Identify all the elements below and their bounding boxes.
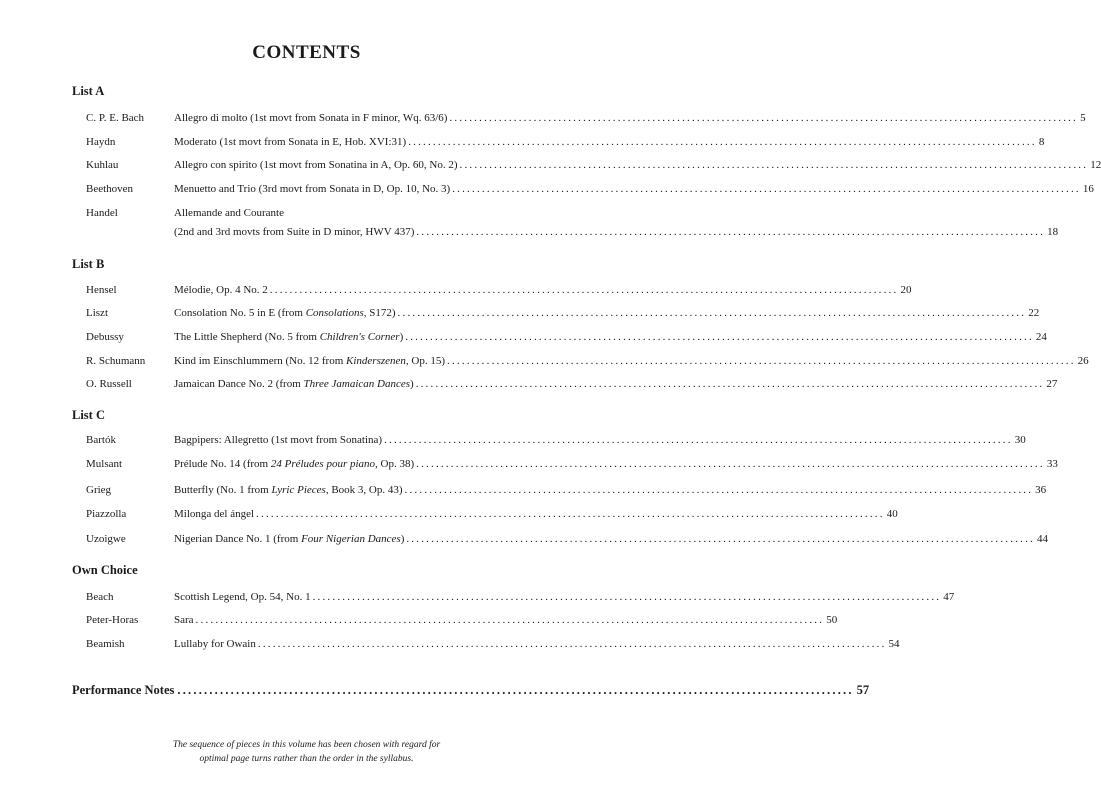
page-number: 16 (1082, 183, 1094, 195)
page-number: 36 (1035, 484, 1047, 496)
page-number: 22 (1028, 307, 1040, 319)
page-number: 20 (900, 284, 912, 296)
page-number: 40 (886, 508, 898, 520)
composer-name: O. Russell (86, 378, 132, 390)
piece-title: Mélodie, Op. 4 No. 2 (174, 284, 268, 296)
dot-leader: ............................................................................................................................... (415, 378, 1045, 390)
composer-name: Peter-Horas (86, 614, 139, 626)
section-heading-list-b: List B (72, 257, 105, 271)
page-number: 44 (1037, 533, 1049, 545)
page-number: 50 (826, 614, 838, 626)
dot-leader: ............................................................................................................................... (408, 136, 1037, 148)
composer-name: Piazzolla (86, 508, 127, 520)
composer-name: R. Schumann (86, 355, 146, 367)
dot-leader: ............................................................................................................................... (416, 458, 1045, 470)
dot-leader: ............................................................................................................................... (257, 638, 887, 650)
piece-title: The Little Shepherd (No. 5 from Children's Corner) (174, 331, 404, 343)
dot-leader: ............................................................................................................................... (269, 284, 899, 296)
page-number: 33 (1046, 458, 1058, 470)
page-number: 8 (1038, 136, 1045, 148)
page-number: 24 (1035, 331, 1047, 343)
toc-entry[interactable] (0, 458, 1058, 474)
page-title: CONTENTS (252, 42, 361, 63)
piece-title: Consolation No. 5 in E (from Consolations, S172) (174, 307, 396, 319)
piece-title: Allegro di molto (1st movt from Sonata in F minor, Wq. 63/6) (174, 112, 448, 124)
composer-name: Liszt (86, 307, 108, 319)
composer-name: Handel (86, 207, 118, 219)
footnote (0, 738, 613, 766)
dot-leader: ............................................................................................................................... (452, 183, 1081, 195)
composer-name: Kuhlau (86, 159, 119, 171)
toc-entry[interactable] (0, 112, 1086, 128)
piece-title: Butterfly (No. 1 from Lyric Pieces, Book 3, Op. 43) (174, 484, 403, 496)
dot-leader: ............................................................................................................................... (449, 112, 1079, 124)
dot-leader: ............................................................................................................................... (312, 591, 942, 603)
dot-leader: ............................................................................................................................... (404, 484, 1034, 496)
piece-title: Allegro con spirito (1st movt from Sonatina in A, Op. 60, No. 2) (174, 159, 458, 171)
dot-leader: ............................................................................................................................... (406, 533, 1036, 545)
dot-leader: ............................................................................................................................... (397, 307, 1027, 319)
page-number: 47 (943, 591, 955, 603)
page-number: 57 (856, 683, 870, 697)
footnote-line: optimal page turns rather than the order in the syllabus. (199, 754, 414, 764)
piece-title: Lullaby for Owain (174, 638, 256, 650)
section-heading-list-a: List A (72, 84, 105, 98)
dot-leader: ............................................................................................................................... (384, 434, 1013, 446)
dot-leader: ............................................................................................................................... (416, 226, 1046, 238)
toc-entry[interactable] (0, 638, 900, 654)
composer-name: Beamish (86, 638, 125, 650)
composer-name: Debussy (86, 331, 124, 343)
page-number: 27 (1046, 378, 1058, 390)
composer-name: Grieg (86, 484, 112, 496)
composer-name: Mulsant (86, 458, 123, 470)
toc-entry[interactable] (0, 284, 912, 300)
composer-name: Beethoven (86, 183, 134, 195)
toc-entry[interactable] (0, 434, 1026, 450)
page-number: 30 (1014, 434, 1026, 446)
page-number: 5 (1080, 112, 1086, 124)
piece-title: Allemande and Courante (174, 207, 284, 219)
toc-entry[interactable] (0, 307, 1040, 323)
piece-subtitle: (2nd and 3rd movts from Suite in D minor, HWV 437) (174, 226, 415, 238)
composer-name: Bartók (86, 434, 116, 446)
page-number: 12 (1090, 159, 1101, 171)
composer-name: Beach (86, 591, 114, 603)
toc-entry[interactable] (0, 183, 1094, 199)
piece-title: Milonga del ángel (174, 508, 255, 520)
toc-entry[interactable] (0, 378, 1058, 394)
page-number: 54 (888, 638, 900, 650)
performance-notes-label: Performance Notes (72, 683, 175, 697)
composer-name: Haydn (86, 136, 116, 148)
piece-title: Moderato (1st movt from Sonata in E, Hob. XVI:31) (174, 136, 407, 148)
dot-leader: ............................................................................................................................... (177, 683, 854, 697)
toc-entry[interactable] (0, 207, 1059, 243)
toc-entry[interactable] (0, 591, 955, 607)
piece-title: Prélude No. 14 (from 24 Préludes pour piano, Op. 38) (174, 458, 415, 470)
toc-entry[interactable] (0, 484, 1047, 500)
piece-title: Bagpipers: Allegretto (1st movt from Sonatina) (174, 434, 383, 446)
piece-title: Sara (174, 614, 194, 626)
dot-leader: ............................................................................................................................... (405, 331, 1034, 343)
toc-entry[interactable] (0, 136, 1045, 152)
composer-name: C. P. E. Bach (86, 112, 145, 124)
dot-leader: ............................................................................................................................... (195, 614, 825, 626)
piece-title: Menuetto and Trio (3rd movt from Sonata in D, Op. 10, No. 3) (174, 183, 451, 195)
section-heading-own-choice: Own Choice (72, 563, 138, 577)
piece-title: Kind im Einschlummern (No. 12 from Kinderszenen, Op. 15) (174, 355, 446, 367)
toc-entry[interactable] (0, 355, 1089, 371)
footnote-line: The sequence of pieces in this volume has been chosen with regard for (172, 740, 441, 750)
piece-title: Scottish Legend, Op. 54, No. 1 (174, 591, 311, 603)
dot-leader: ............................................................................................................................... (256, 508, 885, 520)
dot-leader: ............................................................................................................................... (459, 159, 1089, 171)
toc-entry[interactable] (0, 159, 1101, 175)
section-heading-list-c: List C (72, 408, 105, 422)
toc-entry[interactable] (0, 614, 838, 630)
page-number: 26 (1077, 355, 1089, 367)
toc-entry[interactable] (0, 331, 1047, 347)
piece-title: Jamaican Dance No. 2 (from Three Jamaican Dances) (174, 378, 414, 390)
composer-name: Hensel (86, 284, 117, 296)
page-number: 18 (1047, 226, 1059, 238)
toc-entry[interactable] (0, 508, 898, 524)
dot-leader: ............................................................................................................................... (447, 355, 1076, 367)
composer-name: Uzoigwe (86, 533, 126, 545)
piece-title: Nigerian Dance No. 1 (from Four Nigerian Dances) (174, 533, 405, 545)
performance-notes-entry[interactable] (72, 683, 870, 698)
toc-entry[interactable] (0, 533, 1049, 549)
